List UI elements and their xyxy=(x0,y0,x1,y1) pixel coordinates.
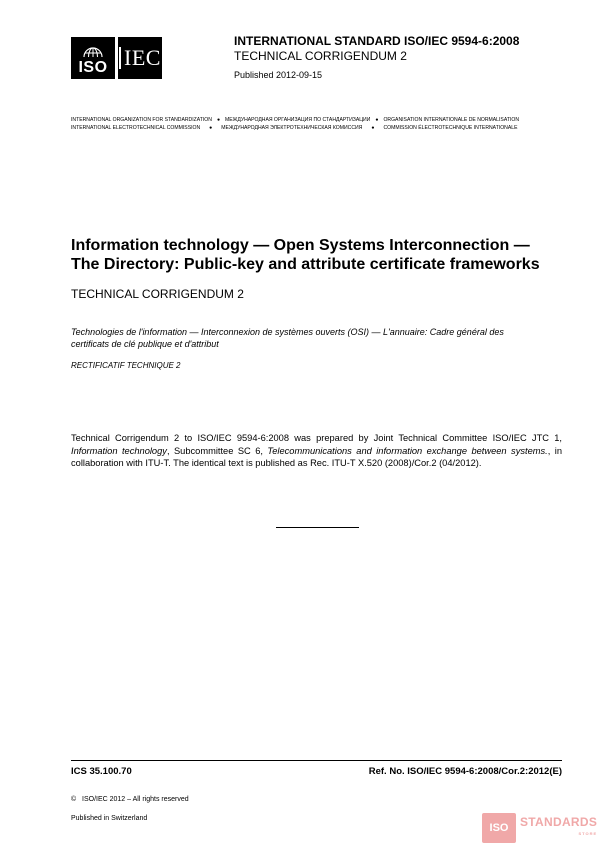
iso-logo xyxy=(71,37,115,79)
document-title xyxy=(71,236,540,274)
copyright-icon: © xyxy=(71,796,77,803)
body-paragraph xyxy=(71,432,562,470)
french-title-line-1: Technologies de l'information — Interconnexion de systèmes ouverts (OSI) — L'annuaire: Cadre général des xyxy=(71,327,504,337)
globe-icon xyxy=(82,44,104,58)
organizations-row-1 xyxy=(71,117,519,123)
body-text-1: Technical Corrigendum 2 to ISO/IEC 9594-6:2008 was prepared by Joint Technical Committee ISO/IEC JTC 1, xyxy=(71,433,562,443)
body-italic-1: Information technology xyxy=(71,445,167,456)
org-iso-fr: ORGANISATION INTERNATIONALE DE NORMALISATION xyxy=(383,117,520,123)
document-title-line-2: The Directory: Public-key and attribute certificate frameworks xyxy=(71,256,540,273)
standard-subtitle: TECHNICAL CORRIGENDUM 2 xyxy=(234,49,407,63)
org-iec-ru: МЕЖДУНАРОДНАЯ ЭЛЕКТРОТЕХНИЧЕСКАЯ КОМИССИЯ xyxy=(221,125,363,131)
iso-logo-text: ISO xyxy=(78,59,108,76)
organizations-row-2 xyxy=(71,125,518,131)
reference-number: Ref. No. ISO/IEC 9594-6:2008/Cor.2:2012(E) xyxy=(368,766,562,777)
body-text-2: , Subcommittee SC 6, xyxy=(166,445,268,456)
watermark-standards: STANDARDS xyxy=(520,815,598,829)
body-italic-2: Telecommunications and information exchange between systems. xyxy=(267,445,548,456)
body-text-3: , in collaboration with ITU-T. The identical text is published as Rec. ITU-T X.520 (2008)/Cor.2 (04/2012). xyxy=(71,445,563,469)
french-title-line-2: certificats de clé publique et d'attribut xyxy=(71,339,219,349)
iec-logo xyxy=(118,37,162,79)
separator-dot: ● xyxy=(375,117,379,123)
footer-rule xyxy=(71,760,562,761)
org-iso-ru: МЕЖДУНАРОДНАЯ ОРГАНИЗАЦИЯ ПО СТАНДАРТИЗАЦИИ xyxy=(225,117,371,123)
org-iec-en: INTERNATIONAL ELECTROTECHNICAL COMMISSION xyxy=(71,125,201,131)
standards-store-watermark xyxy=(482,813,597,843)
org-iso-en: INTERNATIONAL ORGANIZATION FOR STANDARDIZATION xyxy=(71,117,212,123)
ics-code: ICS 35.100.70 xyxy=(71,766,132,777)
iso-watermark-box: ISO xyxy=(482,813,516,843)
watermark-word xyxy=(520,816,597,840)
separator-dot: ● xyxy=(216,117,221,123)
iec-logo-text: IEC xyxy=(119,47,161,69)
published-date: Published 2012-09-15 xyxy=(234,70,323,80)
copyright xyxy=(71,796,189,803)
separator-dot: ● xyxy=(209,125,213,131)
separator-line xyxy=(276,527,359,528)
corrigendum-label: TECHNICAL CORRIGENDUM 2 xyxy=(71,287,244,301)
separator-dot: ● xyxy=(371,125,375,131)
french-corrigendum-label: RECTIFICATIF TECHNIQUE 2 xyxy=(71,361,181,370)
org-iec-fr: COMMISSION ÉLECTROTECHNIQUE INTERNATIONALE xyxy=(383,125,518,131)
watermark-store: STORE xyxy=(578,831,598,836)
published-in: Published in Switzerland xyxy=(71,815,148,822)
french-title xyxy=(71,326,561,350)
document-title-line-1: Information technology — Open Systems Interconnection — xyxy=(71,237,530,254)
copyright-text: ISO/IEC 2012 – All rights reserved xyxy=(82,796,189,803)
standard-title: INTERNATIONAL STANDARD ISO/IEC 9594-6:2008 xyxy=(234,34,520,48)
